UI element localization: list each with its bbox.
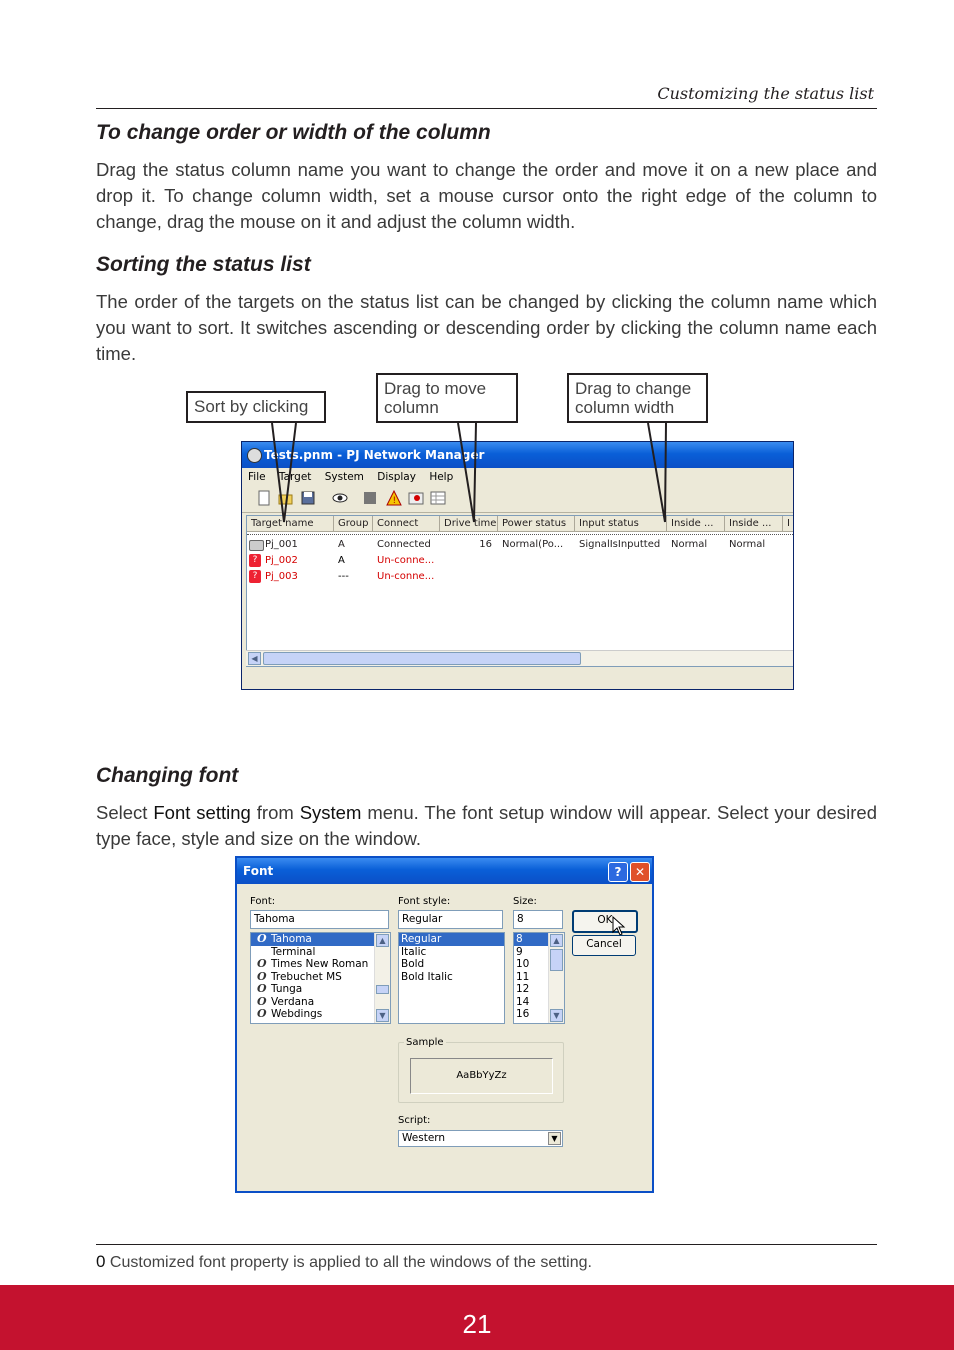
list-item[interactable]: Regular xyxy=(399,933,504,946)
row-inside-1: Normal xyxy=(671,539,708,550)
col-drive-time[interactable]: Drive time xyxy=(440,516,498,531)
sample-label: Sample xyxy=(406,1037,444,1048)
opentype-icon: O xyxy=(257,932,267,945)
col-power-status[interactable]: Power status xyxy=(498,516,575,531)
pointer-width xyxy=(648,423,666,522)
list-item[interactable]: O Verdana xyxy=(257,994,315,1008)
list-item[interactable]: O Tahoma xyxy=(251,933,390,946)
col-input-status[interactable]: Input status xyxy=(575,516,667,531)
list-item[interactable]: 8 xyxy=(514,933,548,946)
list-item[interactable]: 16 xyxy=(516,1008,530,1020)
size-label: Size: xyxy=(513,896,537,907)
pointer-move xyxy=(458,423,476,522)
list-item[interactable]: 10 xyxy=(516,958,530,970)
style-input[interactable]: Regular xyxy=(398,910,503,929)
scroll-up-icon[interactable]: ▲ xyxy=(550,934,563,947)
size-list[interactable] xyxy=(513,932,565,1024)
size-input[interactable]: 8 xyxy=(513,910,563,929)
list-item[interactable]: 11 xyxy=(516,970,530,983)
list-item[interactable]: Bold Italic xyxy=(401,970,453,983)
opentype-icon: O xyxy=(257,994,267,1008)
list-item[interactable]: 12 xyxy=(516,983,530,995)
opentype-icon: O xyxy=(257,1007,267,1020)
kw-system: System xyxy=(299,801,362,823)
row-name: Pj_001 xyxy=(265,539,298,550)
scroll-down-icon[interactable]: ▼ xyxy=(550,1009,563,1022)
help-icon[interactable]: ? xyxy=(608,862,628,882)
col-extra[interactable]: I xyxy=(783,516,794,531)
row-connect: Un-conne... xyxy=(377,555,435,566)
row-name: Pj_002 xyxy=(265,555,298,566)
menu-target[interactable]: Target xyxy=(278,471,312,483)
scroll-up-icon[interactable]: ▲ xyxy=(376,934,389,947)
col-inside-1[interactable]: Inside ... xyxy=(667,516,725,531)
scroll-left-icon[interactable]: ◀ xyxy=(248,652,261,665)
row-connect: Un-conne... xyxy=(377,571,435,582)
list-item[interactable]: O Webdings xyxy=(257,1007,323,1020)
callout-move: Drag to move column xyxy=(376,373,518,423)
row-group: --- xyxy=(338,571,349,582)
chevron-down-icon[interactable]: ▼ xyxy=(548,1132,561,1145)
kw-font-setting: Font setting xyxy=(153,801,251,823)
row-inside-2: Normal xyxy=(729,539,766,550)
opentype-icon: O xyxy=(257,957,267,970)
section-body-font xyxy=(96,800,877,852)
col-inside-2[interactable]: Inside ... xyxy=(725,516,783,531)
section-body-sorting: The order of the targets on the status list can be changed by clicking the column name which you want to sort. It switches ascending or descending order by clicking the column name each time. xyxy=(96,290,877,364)
script-label: Script: xyxy=(398,1115,431,1126)
list-item[interactable]: O Tunga xyxy=(257,982,303,995)
menu-help[interactable]: Help xyxy=(429,471,454,483)
row-drive-time: 16 xyxy=(479,539,492,550)
row-input: SignalIsInputted xyxy=(579,539,661,550)
close-icon[interactable]: ✕ xyxy=(630,862,650,882)
font-body-pre1: Select xyxy=(96,801,154,823)
opentype-icon: O xyxy=(257,969,267,983)
row-group: A xyxy=(338,539,345,550)
font-dialog-titlebar[interactable] xyxy=(237,858,652,884)
list-item[interactable]: O Trebuchet MS xyxy=(257,969,342,983)
page-number: 21 xyxy=(462,1309,492,1339)
list-item[interactable]: 14 xyxy=(516,995,530,1008)
callout-width: Drag to change column width xyxy=(567,373,708,423)
font-list-scrollbar[interactable] xyxy=(374,933,390,1023)
running-head: Customizing the status list xyxy=(657,84,874,103)
style-label: Font style: xyxy=(398,896,451,907)
app-title: Tests.pnm - PJ Network Manager xyxy=(264,448,485,462)
list-item[interactable]: O Times New Roman xyxy=(257,957,369,970)
script-value: Western xyxy=(402,1132,446,1144)
col-connect[interactable]: Connect xyxy=(373,516,440,531)
font-body-pre2: from xyxy=(250,801,300,823)
list-item[interactable]: Terminal xyxy=(271,945,316,958)
font-input[interactable]: Tahoma xyxy=(250,910,389,929)
font-dialog xyxy=(235,856,654,1193)
row-name: Pj_003 xyxy=(265,571,298,582)
cancel-button[interactable]: Cancel xyxy=(572,935,636,956)
font-dialog-title: Font xyxy=(243,864,274,878)
error-icon: ? xyxy=(249,554,261,567)
footnote xyxy=(96,1252,592,1272)
row-group: A xyxy=(338,555,345,566)
list-item[interactable]: Bold xyxy=(401,958,425,970)
row-power: Normal(Po... xyxy=(502,539,564,550)
size-list-scrollbar[interactable] xyxy=(548,933,564,1023)
menu-file[interactable]: File xyxy=(248,471,266,483)
opentype-icon: O xyxy=(257,982,267,995)
section-heading-font: Changing font xyxy=(96,764,239,787)
font-label: Font: xyxy=(250,896,276,907)
section-heading-order: To change order or width of the column xyxy=(96,121,491,144)
section-body-order: Drag the status column name you want to change the order and move it on a new place and drop it. To change column width, set a mouse cursor onto the right edge of the column to change, drag the mouse on it and adjust the column width. xyxy=(96,158,877,232)
section-heading-sorting: Sorting the status list xyxy=(96,253,311,276)
footnote-rule xyxy=(96,1244,877,1245)
col-target-name[interactable]: Target name xyxy=(247,516,334,531)
font-list[interactable] xyxy=(250,932,391,1024)
scroll-thumb[interactable] xyxy=(376,985,389,994)
pointer-sort xyxy=(272,423,296,522)
ok-button[interactable]: OK xyxy=(572,910,638,933)
list-item[interactable]: Italic xyxy=(401,945,427,958)
error-icon: ? xyxy=(249,570,261,583)
menu-system[interactable]: System xyxy=(324,471,364,483)
col-group[interactable]: Group xyxy=(334,516,373,531)
menu-display[interactable]: Display xyxy=(377,471,416,483)
script-select[interactable] xyxy=(398,1130,563,1147)
scroll-down-icon[interactable]: ▼ xyxy=(376,1009,389,1022)
row-connect: Connected xyxy=(377,539,431,550)
footnote-mark: 0 xyxy=(96,1252,106,1271)
font-body-post: menu. The font setup window will appear. Select your desired type face, style and size on the window. xyxy=(96,801,878,849)
callout-sort: Sort by clicking xyxy=(186,391,326,423)
footnote-text: Customized font property is applied to all the windows of the setting. xyxy=(105,1254,592,1271)
sample-preview: AaBbYyZz xyxy=(410,1058,553,1094)
style-list[interactable] xyxy=(398,932,505,1024)
list-item[interactable]: 9 xyxy=(516,945,523,958)
scroll-thumb[interactable] xyxy=(550,949,563,971)
svg-text:!: ! xyxy=(392,496,397,506)
